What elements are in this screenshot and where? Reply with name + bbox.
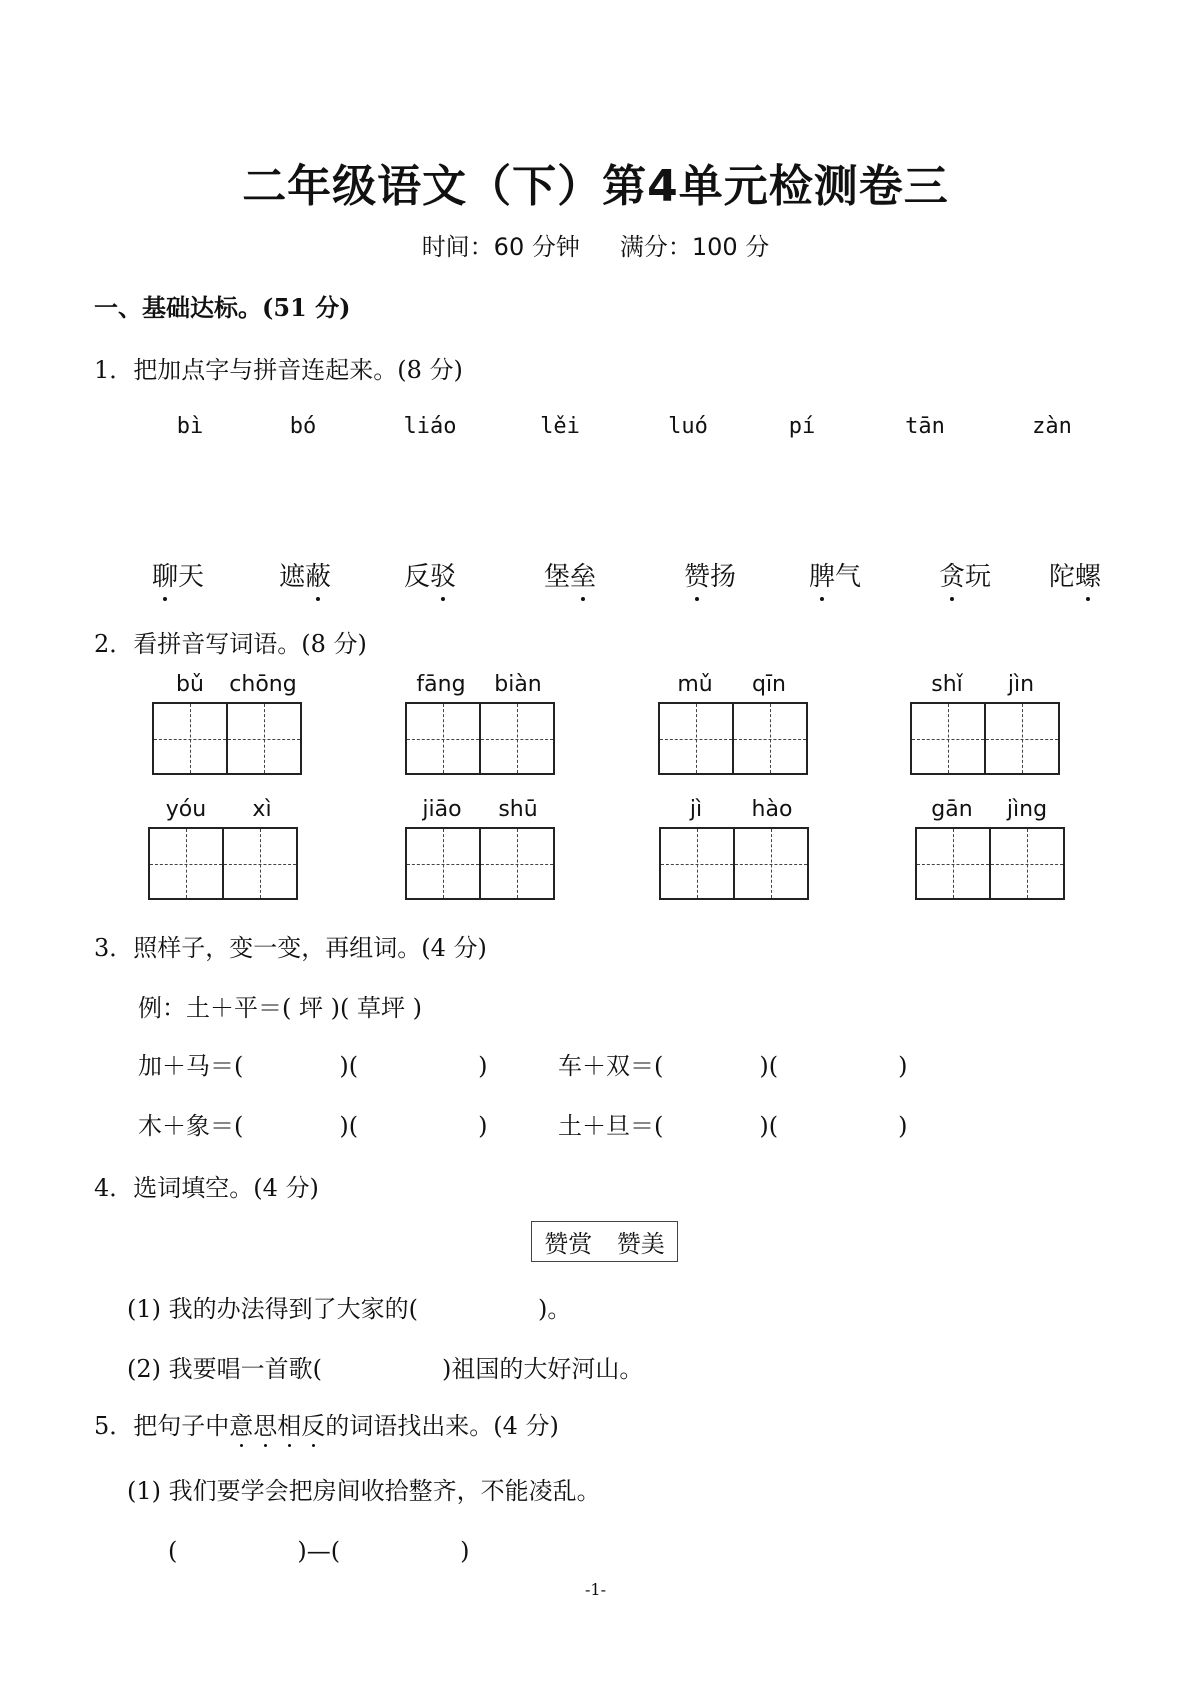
word-option[interactable]: 堡垒 [544,556,596,593]
question-1-prompt: 1．把加点字与拼音连起来。(8 分) [94,356,463,384]
pinyin-option[interactable]: lěi [540,414,580,439]
word-option[interactable]: 聊天 [152,556,204,593]
grid-cell[interactable] [732,704,806,773]
question-2-prompt: 2．看拼音写词语。(8 分) [94,630,367,658]
grid-cell[interactable] [479,829,553,898]
pinyin-label: hào [751,797,793,822]
grid-cell[interactable] [984,704,1058,773]
grid-cell[interactable] [661,829,733,898]
pinyin-label: chōng [229,672,297,697]
answer-line[interactable]: 加＋马＝( )( ) [138,1052,488,1080]
grid-cell[interactable] [222,829,296,898]
pinyin-option[interactable]: zàn [1032,414,1072,439]
writing-grid[interactable] [405,827,555,900]
dotted-char: 垒 [570,556,596,593]
pinyin-label: jìn [1007,672,1035,697]
pinyin-label: mǔ [677,672,713,697]
writing-grid[interactable] [915,827,1065,900]
page-number: -1- [585,1580,606,1599]
writing-grid[interactable] [658,702,808,775]
pinyin-label: shū [498,797,538,822]
pinyin-option[interactable]: pí [788,414,816,439]
pinyin-option[interactable]: bó [289,414,317,439]
dotted-char: 驳 [430,556,456,593]
dotted-char: 反 [301,1406,325,1441]
question-4-prompt: 4．选词填空。(4 分) [94,1174,319,1202]
pinyin-label: fāng [416,672,466,697]
fill-sentence[interactable]: (1) 我的办法得到了大家的( )。 [127,1295,572,1323]
grid-cell[interactable] [154,704,226,773]
exam-meta [0,227,1191,262]
grid-cell[interactable] [912,704,984,773]
dotted-char: 贪 [939,556,965,593]
pinyin-label: jì [689,797,703,822]
writing-grid[interactable] [910,702,1060,775]
pinyin-option[interactable]: liáo [403,414,457,439]
grid-cell[interactable] [917,829,989,898]
q5-sentence: (1) 我们要学会把房间收拾整齐，不能凌乱。 [127,1477,601,1505]
pinyin-label: biàn [494,672,542,697]
word-option[interactable]: 赞扬 [684,556,736,593]
pinyin-label: bǔ [176,672,204,697]
word-option[interactable]: 反驳 [404,556,456,593]
word-option[interactable]: 陀螺 [1049,556,1101,593]
word-choice-box [531,1221,678,1262]
dotted-char: 脾 [809,556,835,593]
grid-cell[interactable] [733,829,807,898]
question-5-prompt: 5．把句子中意思相反的词语找出来。(4 分) [94,1406,559,1441]
pinyin-option[interactable]: luó [668,414,708,439]
word-option[interactable]: 贪玩 [939,556,991,593]
pinyin-option[interactable]: tān [905,414,945,439]
pinyin-label: xì [252,797,272,822]
dotted-char: 聊 [152,556,178,593]
grid-cell[interactable] [407,704,479,773]
dotted-char: 意 [229,1406,253,1441]
dotted-char: 螺 [1075,556,1101,593]
example-line: 例：土＋平＝( 坪 )( 草坪 ) [138,994,422,1022]
grid-cell[interactable] [226,704,300,773]
grid-cell[interactable] [989,829,1063,898]
dotted-char: 蔽 [305,556,331,593]
grid-cell[interactable] [479,704,553,773]
writing-grid[interactable] [405,702,555,775]
pinyin-label: shǐ [931,672,963,697]
dotted-char: 赞 [684,556,710,593]
pinyin-label: jìng [1006,797,1048,822]
question-3-prompt: 3．照样子，变一变，再组词。(4 分) [94,934,487,962]
pinyin-label: yóu [165,797,207,822]
answer-line[interactable]: 车＋双＝( )( ) [558,1052,908,1080]
writing-grid[interactable] [659,827,809,900]
fill-sentence[interactable]: (2) 我要唱一首歌( )祖国的大好河山。 [127,1355,644,1383]
antonym-blank[interactable]: ( )—( ) [168,1537,470,1565]
word-option[interactable]: 遮蔽 [279,556,331,593]
answer-line[interactable]: 木＋象＝( )( ) [138,1112,488,1140]
pinyin-label: jiāo [422,797,462,822]
word-choice: 赞美 [616,1230,665,1258]
section-heading-basics: 一、基础达标。(51 分) [94,293,351,322]
time-limit: 时间：60 分钟 [421,233,580,261]
pinyin-label: gān [931,797,973,822]
pinyin-option[interactable]: bì [176,414,204,439]
writing-grid[interactable] [152,702,302,775]
word-option[interactable]: 脾气 [809,556,861,593]
answer-line[interactable]: 土＋旦＝( )( ) [558,1112,908,1140]
grid-cell[interactable] [660,704,732,773]
grid-cell[interactable] [407,829,479,898]
dotted-char: 思 [253,1406,277,1441]
word-choice: 赞赏 [544,1230,593,1258]
page-title: 二年级语文（下）第4单元检测卷三 [242,161,949,212]
dotted-char: 相 [277,1406,301,1441]
grid-cell[interactable] [150,829,222,898]
pinyin-label: qīn [751,672,787,697]
full-score: 满分：100 分 [619,233,770,261]
writing-grid[interactable] [148,827,298,900]
